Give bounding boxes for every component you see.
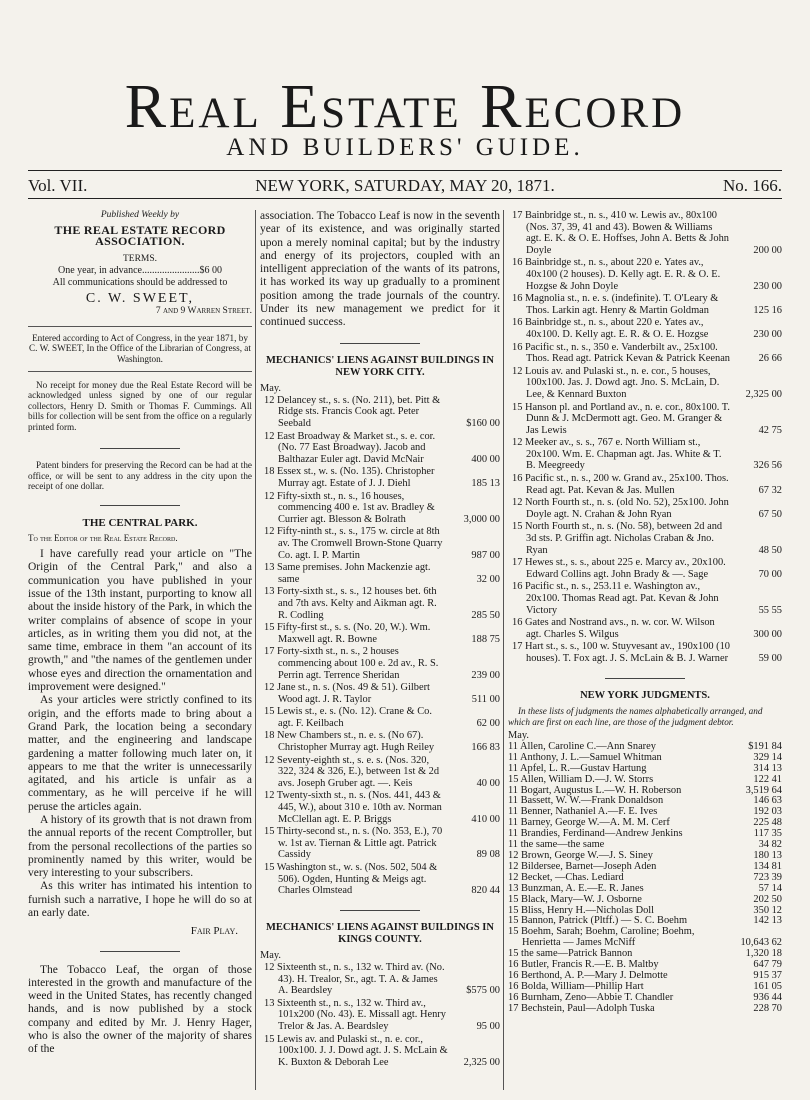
lien-entry-text: 15 Hanson pl. and Portland av., n. e. cor., 80x100. T. Dunn & J. McDermott agt. Geo. M. Granger & Jas Lewis [512, 401, 730, 436]
issue-number: No. 166. [722, 176, 782, 195]
letter-paragraph: As this writer has intimated his intention to furnish such a narrative, I hope he will do so at an early date. [28, 880, 252, 920]
lien-entry [260, 730, 500, 753]
judgment-entry-amount: 202 50 [753, 893, 782, 905]
judgment-entry-text: 11 Allen, Caroline C.—Ann Snarey [508, 740, 656, 752]
lien-entry-amount: 2,325 00 [745, 388, 782, 400]
top-rule [28, 170, 782, 171]
judgment-entry-amount: 117 35 [753, 828, 782, 840]
lien-entry [508, 521, 782, 556]
kings-liens-continued [508, 210, 782, 665]
lien-entry-amount: 42 75 [758, 424, 782, 436]
ny-liens-list [260, 395, 500, 897]
lien-entry-text: 17 Hart st., s. s., 100 w. Stuyvesant av., 190x100 (10 houses). T. Fox agt. J. S. McLain & B. J. Warner [512, 641, 730, 664]
lien-entry-text: 12 Delancey st., s. s. (No. 211), bet. Pitt & Ridge sts. Francis Cook agt. Peter Seebald [264, 394, 441, 430]
lien-entry [508, 366, 782, 401]
judgment-entry-text: 15 Boehm, Sarah; Boehm, Caroline; Boehm, Henrietta — James McNiff [508, 926, 695, 949]
judgment-entry-text: 12 Brown, George W.—J. S. Siney [508, 850, 653, 861]
lien-entry [260, 1034, 500, 1069]
lien-entry-amount: 125 16 [753, 304, 782, 316]
lien-entry-amount: 67 32 [758, 484, 782, 496]
column-middle [260, 210, 500, 1069]
lien-entry-amount: 40 00 [476, 777, 500, 789]
judgment-entry-amount: 57 14 [758, 882, 782, 894]
letter-paragraph: A history of its growth that is not drawn from the annual reports of the recent Comptroller, but from the personal recollections of the parties so prominently named by this writer, would be very interesting to your subscribers. [28, 814, 252, 880]
subscription-price: One year, in advance.......................$6 00 [58, 265, 222, 277]
lien-entry-text: 16 Magnolia st., n. e. s. (indefinite). T. O'Leary & Thos. Larkin agt. Henry & Martin Goldman [512, 293, 719, 316]
association-name: THE REAL ESTATE RECORD ASSOCIATION. [54, 222, 226, 249]
judgment-entry-text: 15 Allen, William D.—J. W. Storrs [508, 773, 654, 785]
judgment-entry-text: 11 Benner, Nathaniel A.—F. E. Ives [508, 806, 658, 818]
lien-entry-amount: 26 66 [758, 353, 782, 365]
lien-entry-text: 15 Washington st., w. s. (Nos. 502, 504 & 506). Ogden, Hunting & Meigs agt. Charles Olmstead [264, 862, 438, 897]
judgment-entry-text: 11 Barney, George W.—A. M. M. Cerf [508, 817, 670, 829]
judgment-entry-text: 11 Bassett, W. W.—Frank Donaldson [508, 795, 664, 807]
lien-entry-amount: 67 50 [758, 508, 782, 520]
judgment-entry-amount: 180 13 [753, 850, 782, 861]
judgment-entry-text: 11 Brandies, Ferdinand—Andrew Jenkins [508, 828, 683, 840]
lien-entry-text: 12 Fifty-sixth st., n. s., 16 houses, commencing 400 e. 1st av. Bradley & Currier agt. Blesson & Bolrath [264, 490, 435, 525]
lien-entry-text: 16 Bainbridge st., n. s., about 220 e. Yates av., 40x100 (2 houses). D. Kelly agt. E. R. & O. E. Hozgse & John Doyle [512, 257, 721, 292]
lien-entry-text: 12 East Broadway & Market st., s. e. cor. (No. 77 East Broadway). Jacob and Balthazar Euler agt. David McNair [264, 430, 436, 465]
lien-entry [260, 826, 500, 861]
judgment-entry-text: 16 Burnham, Zeno—Abbie T. Chandler [508, 991, 674, 1003]
lien-entry-text: 13 Forty-sixth st., s. s., 12 houses bet. 6th and 7th avs. Kelty and Aikman agt. R. R. Codling [264, 586, 437, 621]
lien-entry-text: 15 Fifty-first st., s. s. (No. 20, W.). Wm. Maxwell agt. R. Bowne [264, 622, 431, 645]
lien-entry-amount: 188 75 [471, 633, 500, 645]
lien-entry-text: 12 Louis av. and Pulaski st., n. e. cor., 5 houses, 100x100. Jas. J. Dowd agt. Jno. S. McLain, D. Lee, & Kennard Buxton [512, 365, 720, 400]
judgment-entry-amount: 936 44 [753, 991, 782, 1003]
lien-entry-amount: 48 50 [758, 544, 782, 556]
judgment-entry-amount: $191 84 [748, 740, 782, 752]
lien-entry-amount: $160 00 [466, 418, 500, 430]
lien-entry-amount: 326 56 [753, 460, 782, 472]
judgment-entry-amount: 10,643 62 [740, 937, 782, 949]
column-divider [255, 210, 256, 1090]
lien-entry [260, 682, 500, 705]
judgment-entry-text: 11 Anthony, J. L.—Samuel Whitman [508, 751, 662, 763]
lien-entry-amount: 300 00 [753, 628, 782, 640]
lien-entry [508, 293, 782, 316]
lien-entry [260, 586, 500, 621]
judgments-list [508, 742, 782, 1015]
lien-entry [260, 466, 500, 489]
kings-liens-list [260, 962, 500, 1068]
judgment-entry-amount: 647 79 [753, 959, 782, 971]
lien-entry-text: 15 Lewis av. and Pulaski st., n. e. cor., 100x100. J. J. Dowd agt. J. S. McLain & K. Buxton & Deborah Lee [264, 1033, 448, 1068]
newspaper-subtitle: AND BUILDERS' GUIDE. [226, 134, 584, 161]
lien-entry-text: 15 Thirty-second st., n. s. (No. 353, E.), 70 w. 1st av. Tiernan & Little agt. Patrick Cassidy [264, 826, 443, 861]
kings-liens-month: May. [260, 950, 281, 962]
lien-entry [508, 473, 782, 496]
lien-entry-amount: 285 50 [471, 609, 500, 621]
lien-entry-amount: 70 00 [758, 568, 782, 580]
lien-entry [508, 342, 782, 365]
terms-heading: TERMS. [122, 253, 158, 264]
copyright-notice: Entered according to Act of Congress, in the year 1871, by C. W. SWEET, In the Office of the Librarian of Congress, at Washington. [29, 332, 251, 364]
judgment-entry-amount: 122 41 [753, 773, 782, 785]
judgment-entry-amount: 3,519 64 [745, 784, 782, 796]
judgment-entry-text: 16 Bolda, William—Phillip Hart [508, 980, 644, 992]
judgment-entry [508, 927, 782, 949]
tobacco-leaf-continued: association. The Tobacco Leaf is now in the seventh year of its existence, and was originally started upon a merely nominal capital; but by the industry and energy of its projectors, coupled with an intelligent appreciation of the wants of its patrons, it has worked its way up gradually to a prominent position among the trade journals of the country. Under its new management we predict for it continued success. [260, 210, 500, 329]
lien-entry-amount: $575 00 [466, 985, 500, 997]
lien-entry [508, 437, 782, 472]
judgment-entry-amount: 146 63 [753, 795, 782, 807]
tobacco-leaf-paragraph: The Tobacco Leaf, the organ of those interested in the growth and manufacture of the weed in the United States, has recently changed hands, and is now published by a stock company and edited by Mr. J. Henry Hager, who is also the owner of the majority of shares of the [28, 963, 252, 1056]
judgments-note: In these lists of judgments the names alphabetically arranged, and which are first on each line, are those of the judgment debtor. [508, 706, 763, 727]
publisher-street: 7 and 9 Warren Street. [155, 306, 252, 317]
lien-entry-text: 12 Jane st., n. s. (Nos. 49 & 51). Gilbert Wood agt. J. R. Taylor [264, 682, 430, 705]
letter-signature: Fair Play. [190, 925, 238, 938]
lien-entry [260, 622, 500, 645]
lien-entry-text: 12 Meeker av., s. s., 767 e. North William st., 20x100. Wm. E. Chapman agt. Jas. White & T. B. Meegreedy [512, 437, 722, 472]
lien-entry [260, 526, 500, 561]
lien-entry-amount: 239 00 [471, 669, 500, 681]
lien-entry-text: 16 Bainbridge st., n. s., about 220 e. Yates av., 40x100. D. Kelly agt. E. R. & O. E. Hozgse [512, 317, 709, 340]
lien-entry-amount: 95 00 [476, 1020, 500, 1032]
ny-liens-heading: MECHANICS' LIENS AGAINST BUILDINGS IN NEW YORK CITY. [266, 355, 494, 379]
judgment-entry [508, 1004, 782, 1015]
lien-entry [260, 962, 500, 997]
publisher-name: C. W. SWEET, [85, 290, 195, 306]
lien-entry-text: 15 Lewis st., e. s. (No. 12). Crane & Co. agt. F. Keilbach [264, 706, 432, 729]
lien-entry-text: 17 Hewes st., s. s., about 225 e. Marcy av., 20x100. Edward Collins agt. John Brady & —. Sage [512, 557, 726, 580]
lien-entry-text: 13 Sixteenth st., n. s., 132 w. Third av., 101x200 (No. 43). E. Missall agt. Henry Trelor & Jas. A. Beardsley [264, 997, 446, 1032]
lien-entry-amount: 820 44 [471, 885, 500, 897]
lien-entry-text: 16 Pacific st., n. s., 350 e. Vanderbilt av., 25x100. Thos. Read agt. Patrick Kevan & Patrick Keenan [512, 341, 730, 365]
judgment-entry-text: 15 Black, Mary—W. J. Osborne [508, 893, 642, 905]
kings-liens-heading: MECHANICS' LIENS AGAINST BUILDINGS IN KINGS COUNTY. [266, 922, 494, 946]
lien-entry-text: 13 Same premises. John Mackenzie agt. same [264, 562, 431, 585]
lien-entry-text: 16 Gates and Nostrand avs., n. w. cor. W. Wilson agt. Charles S. Wilgus [512, 617, 715, 640]
judgment-entry-text: 17 Bechstein, Paul—Adolph Tuska [508, 1002, 655, 1014]
lien-entry [508, 581, 782, 616]
judgment-entry-text: 12 Becket, —Chas. Lediard [508, 871, 624, 883]
lien-entry-amount: 3,000 00 [463, 513, 500, 525]
lien-entry [508, 317, 782, 340]
lien-entry-text: 18 New Chambers st., n. e. s. (No 67). Christopher Murray agt. Hugh Reiley [264, 730, 435, 754]
judgment-entry-amount: 350 12 [753, 904, 782, 916]
issue-date: NEW YORK, SATURDAY, MAY 20, 1871. [255, 176, 555, 195]
lien-entry [260, 491, 500, 526]
judgments-heading: NEW YORK JUDGMENTS. [580, 690, 710, 702]
letter-salutation: To the Editor of the Real Estate Record. [28, 533, 178, 544]
lien-entry-text: 16 Pacific st., n. s., 200 w. Grand av., 25x100. Thos. Read agt. Pat. Kevan & Jas. Mullen [512, 473, 729, 496]
dateline-bar [28, 175, 782, 197]
judgment-entry-text: 11 Apfel, L. R.—Gustav Hartung [508, 762, 647, 774]
judgment-entry-amount: 329 14 [753, 751, 782, 763]
judgment-entry-text: 11 Bogart, Augustus L.—W. H. Roberson [508, 784, 682, 796]
lien-entry-text: 17 Bainbridge st., n. s., 410 w. Lewis av., 80x100 (Nos. 37, 39, 41 and 43). Bowen & Williams agt. E. K. & O. E. Hoffses, John A. Betts & John Doyle [512, 210, 729, 256]
newspaper-title: Real Estate Record [124, 73, 686, 141]
judgment-entry-amount: 723 39 [753, 871, 782, 883]
binders-notice: Patent binders for preserving the Record can be had at the office, or will be sent to any address in the city upon the receipt of one dollar. [28, 460, 252, 492]
judgment-entry-amount: 1,320 18 [745, 948, 782, 960]
letter-paragraph: I have carefully read your article on "The Origin of the Central Park," and also a communication you have published in your issue of the 13th instant, purporting to know all about the inside history of the Park, in which the writer complains of absence of scope in your articles, as in writing them you did not, at the same time, embrace in them "an account of its growth," and "the names of the gentlemen under whose eyes and direction the ornamentation and improvement were designed." [28, 548, 252, 694]
lien-entry-amount: 987 00 [471, 549, 500, 561]
lien-entry-amount: 32 00 [476, 573, 500, 585]
judgment-entry-amount: 34 82 [758, 839, 782, 851]
receipt-notice: No receipt for money due the Real Estate Record will be acknowledged unless signed by one of our regular collectors, Henry D. Smith or Thomas F. Cummings. All bills for collection will be sent from the office on a regularly printed form. [28, 379, 252, 432]
address-note: All communications should be addressed to [52, 276, 228, 288]
lien-entry [260, 431, 500, 466]
lien-entry [508, 617, 782, 640]
judgment-entry-text: 16 Butler, Francis R.—E. B. Maltby [508, 959, 659, 971]
lien-entry-amount: 89 08 [476, 849, 500, 861]
lien-entry-text: 18 Essex st., w. s. (No. 135). Christopher Murray agt. Estate of J. J. Diehl [264, 466, 435, 490]
lien-entry-text: 17 Forty-sixth st., n. s., 2 houses commencing about 100 e. 2d av., R. S. Perrin agt. Terrence Sheridan [264, 646, 439, 681]
judgment-entry-text: 12 Bildersee, Barnet—Joseph Aden [508, 860, 657, 872]
lien-entry-amount: 400 00 [471, 453, 500, 465]
lien-entry-text: 12 Fifty-ninth st., s. s., 175 w. circle at 8th av. The Cromwell Brown-Stone Quarry Co. agt. I. P. Martin [264, 526, 443, 561]
lien-entry [508, 497, 782, 520]
lien-entry-text: 15 North Fourth st., n. s. (No. 58), between 2d and 3d sts. P. Griffin agt. Nicholas Craban & Jno. Ryan [512, 521, 723, 556]
central-park-heading: THE CENTRAL PARK. [82, 517, 198, 530]
judgment-entry-amount: 228 70 [753, 1002, 782, 1014]
volume-label: Vol. VII. [28, 176, 88, 195]
lien-entry-text: 12 Twenty-sixth st., n. s. (Nos. 441, 443 & 445, W.), about 310 e. 10th av. Norman McClellan agt. E. P. Briggs [264, 790, 442, 825]
lien-entry [508, 641, 782, 664]
ny-liens-month: May. [260, 383, 281, 395]
lien-entry [260, 395, 500, 430]
judgments-month: May. [508, 730, 529, 742]
lien-entry-amount: 59 00 [758, 652, 782, 664]
judgment-entry-amount: 314 13 [753, 762, 782, 774]
lien-entry [260, 790, 500, 825]
lien-entry-text: 12 North Fourth st., n. s. (old No. 52), 25x100. John Doyle agt. N. Crahan & John Ryan [512, 497, 729, 520]
judgment-entry-amount: 192 03 [753, 806, 782, 818]
lien-entry [508, 402, 782, 437]
lien-entry [260, 862, 500, 897]
lien-entry-text: 16 Pacific st., n. s., 253.11 e. Washington av., 20x100. Thomas Read agt. Pat. Kevan & John Victory [512, 581, 719, 616]
lien-entry-amount: 230 00 [753, 328, 782, 340]
lien-entry-amount: 185 13 [471, 478, 500, 490]
judgment-entry-text: 16 Berthond, A. P.—Mary J. Delmotte [508, 969, 668, 981]
lien-entry [260, 998, 500, 1033]
lien-entry-amount: 2,325 00 [463, 1056, 500, 1068]
judgment-entry-text: 15 Bliss, Henry H.—Nicholas Doll [508, 904, 655, 916]
column-divider [503, 210, 504, 1090]
lien-entry [508, 257, 782, 292]
judgment-entry-amount: 915 37 [753, 969, 782, 981]
lien-entry [260, 562, 500, 585]
lien-entry [260, 755, 500, 790]
judgment-entry-text: 13 Bunzman, A. E.—E. R. Janes [508, 882, 644, 894]
lien-entry [508, 210, 782, 256]
judgment-entry-amount: 142 13 [753, 915, 782, 927]
lien-entry-amount: 511 00 [471, 693, 500, 705]
lien-entry-amount: 55 55 [758, 604, 782, 616]
column-left [28, 210, 252, 1057]
lien-entry-amount: 166 83 [471, 742, 500, 754]
lien-entry-text: 12 Sixteenth st., n. s., 132 w. Third av. (No. 43). H. Trealor, Sr., agt. T. A. & James A. Beardsley [264, 961, 445, 997]
lien-entry [260, 646, 500, 681]
lien-entry-amount: 200 00 [753, 244, 782, 256]
judgment-entry-text: 15 the same—Patrick Bannon [508, 948, 633, 960]
bottom-rule [28, 198, 782, 199]
lien-entry-amount: 230 00 [753, 280, 782, 292]
lien-entry [260, 706, 500, 729]
judgment-entry-text: 11 the same—the same [508, 839, 605, 851]
lien-entry-text: 12 Seventy-eighth st., s. e. s. (Nos. 320, 322, 324 & 326, E.), between 1st & 2d avs. Joseph Gruber agt. —. Keis [264, 754, 440, 789]
lien-entry-amount: 62 00 [476, 717, 500, 729]
letter-paragraph: As your articles were strictly confined to its origin, and the efforts made to bring about a Grand Park, the location being a secondary matter, and the engineering and landscape gardening a matter following much later on, it appears to me that the writer is unnecessarily agitated, and his article is unfair as a commentary, as he will perceive if he will peruse the articles again. [28, 694, 252, 813]
column-right [508, 210, 782, 1015]
judgment-entry-amount: 161 05 [753, 980, 782, 992]
lien-entry [508, 557, 782, 580]
lien-entry-amount: 410 00 [471, 813, 500, 825]
judgment-entry-amount: 134 81 [753, 860, 782, 872]
published-by: Published Weekly by [100, 210, 180, 220]
masthead [0, 0, 810, 200]
judgment-entry-amount: 225 48 [753, 817, 782, 829]
judgment-entry-text: 15 Bannon, Patrick (Pltff.) — S. C. Boehm [508, 915, 688, 927]
